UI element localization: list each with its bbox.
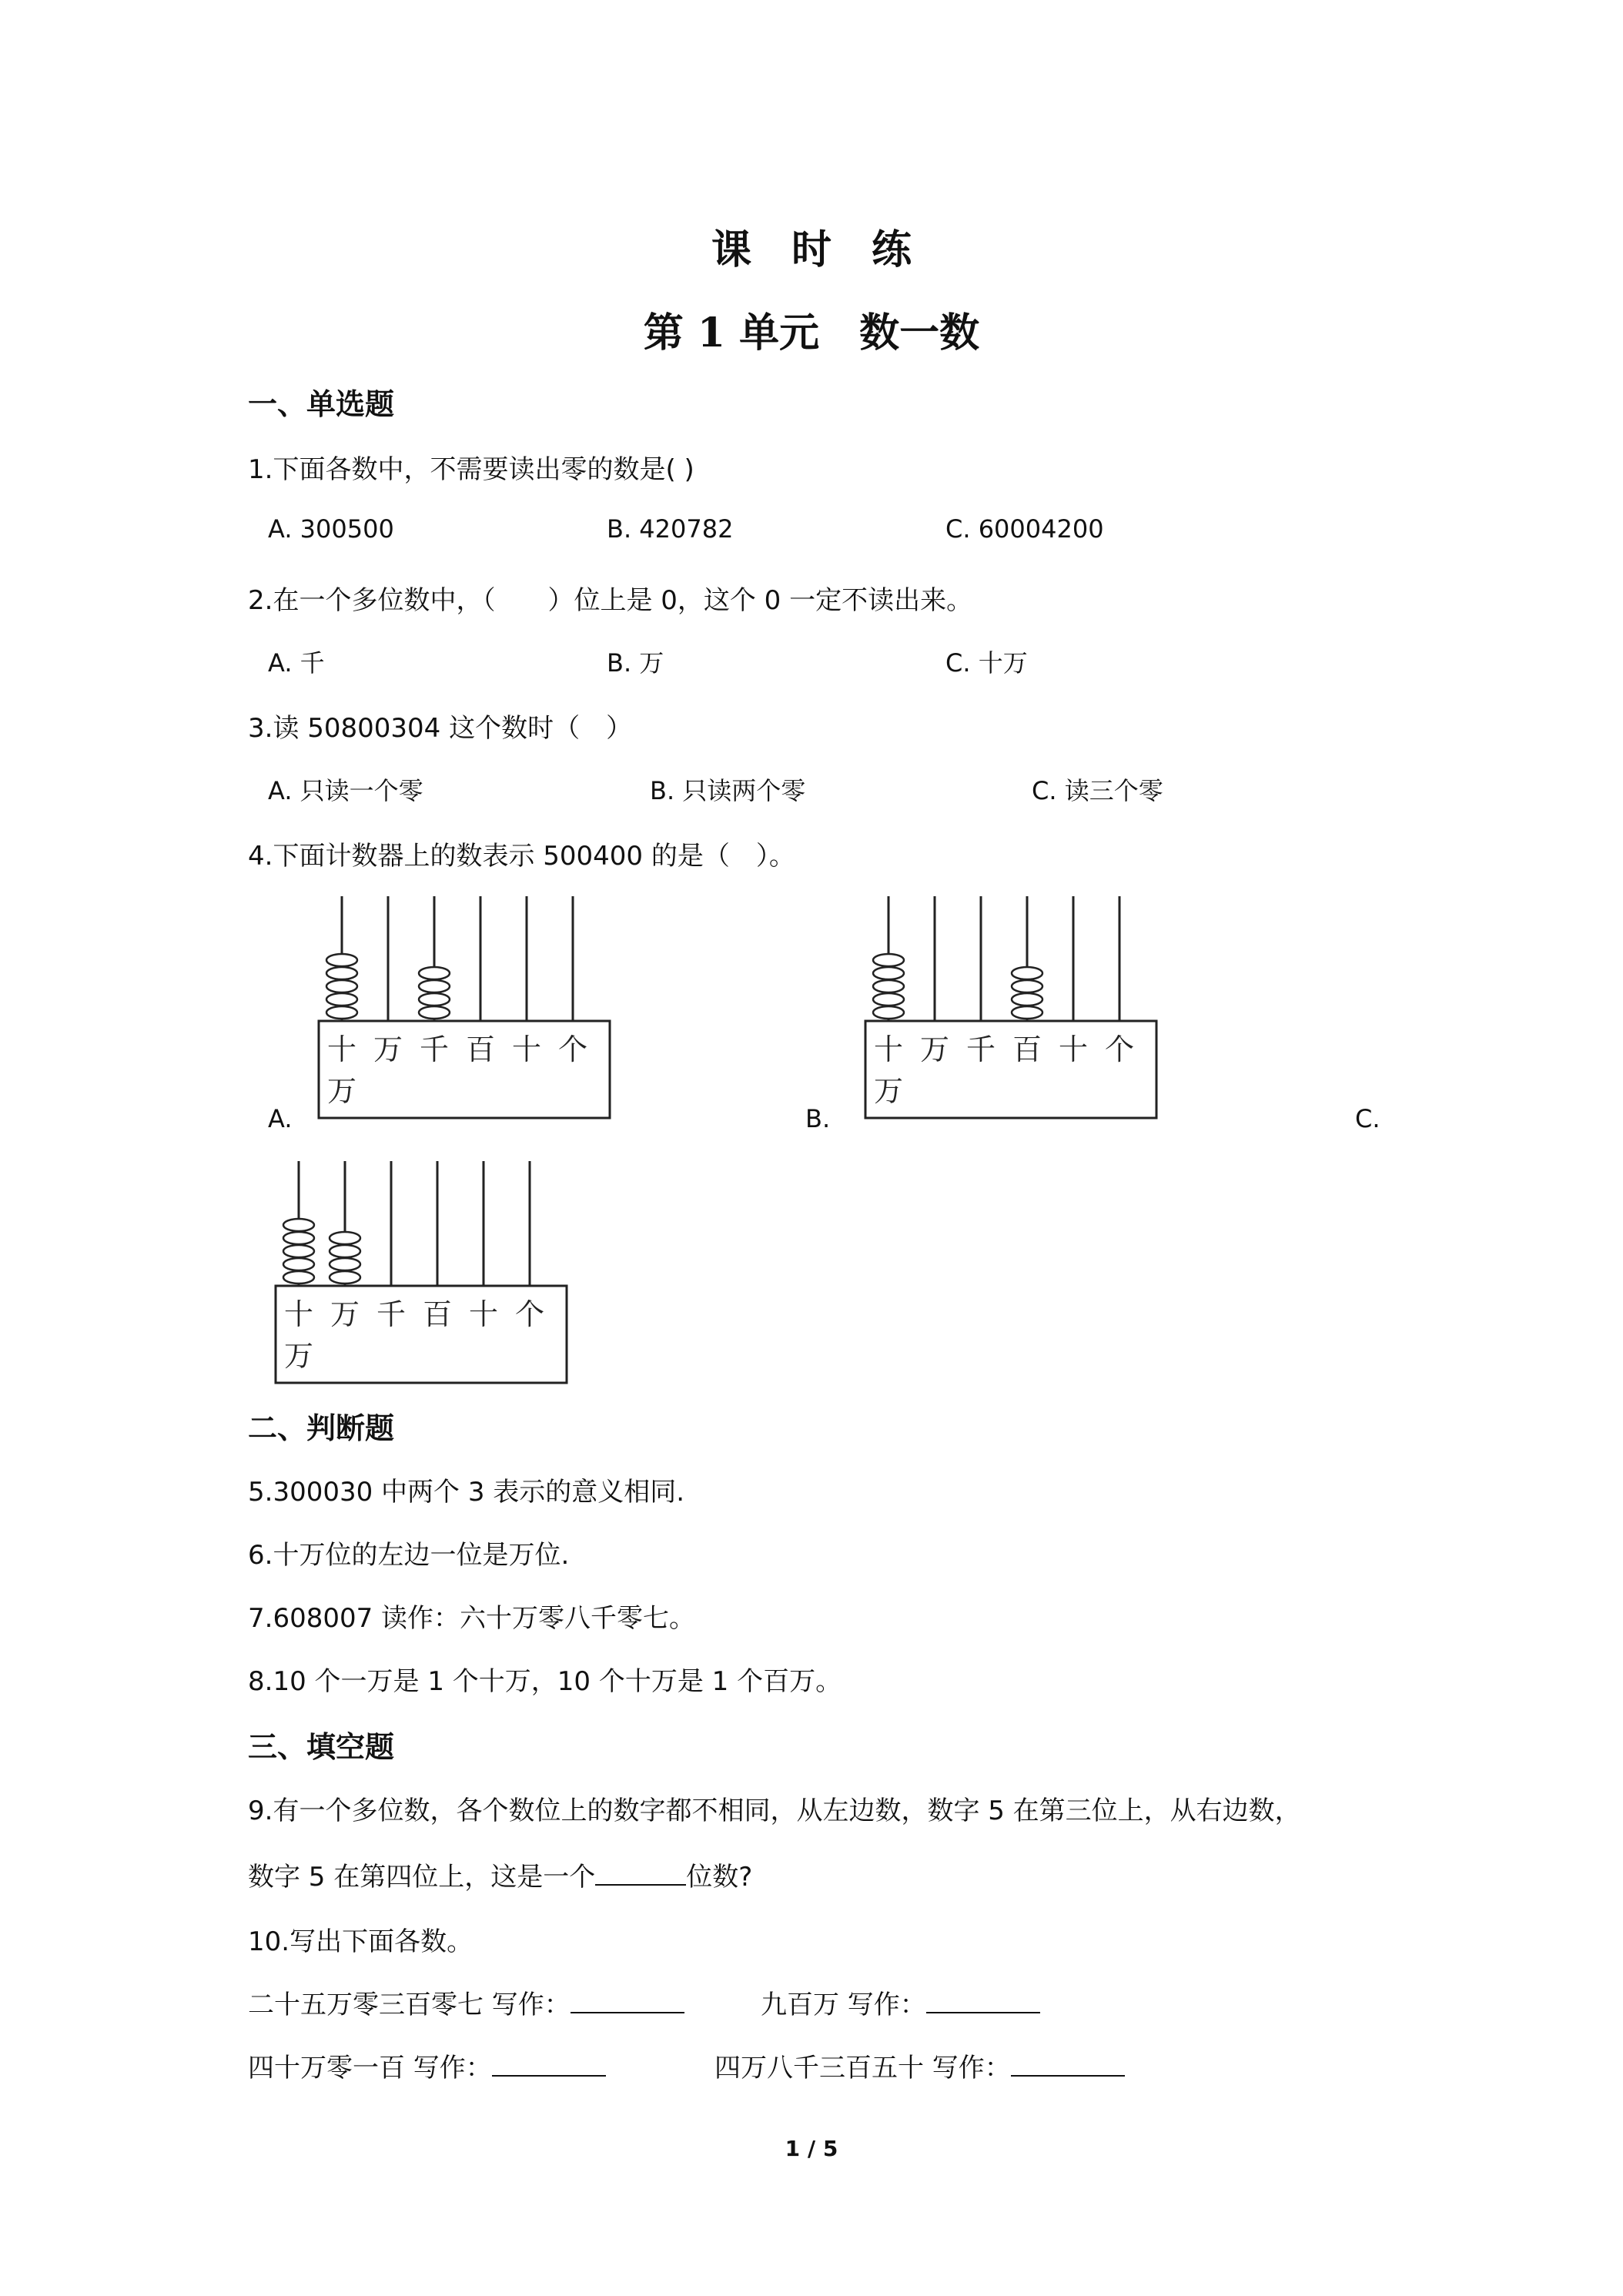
- abacus-c-bead: [283, 1258, 314, 1270]
- q3-option-b: B. 只读两个零: [650, 776, 806, 805]
- q3-option-a: A. 只读一个零: [268, 776, 423, 805]
- q10-item-3-label: 四十万零一百 写作：: [248, 2053, 492, 2083]
- abacus-c-bead: [330, 1258, 360, 1270]
- abacus-b-bead: [1012, 980, 1042, 992]
- abacus-a-bead: [419, 1006, 450, 1019]
- abacus-c: [271, 1156, 571, 1391]
- q10-item-2: [761, 1983, 1040, 2021]
- q10-item-1-label: 二十五万零三百零七 写作：: [248, 1990, 571, 2020]
- abacus-a-place-label-wan: 万: [326, 1074, 357, 1108]
- abacus-b: [861, 892, 1161, 1126]
- q1-option-c: C. 60004200: [945, 514, 1104, 544]
- page-title: 课 时 练: [711, 226, 912, 273]
- abacus-b-place-label: 千: [965, 1033, 996, 1066]
- question-6: 6.十万位的左边一位是万位.: [248, 1540, 570, 1571]
- abacus-a-figure: [314, 892, 614, 1123]
- abacus-b-bead: [873, 967, 904, 979]
- q10-item-3-blank[interactable]: [492, 2049, 606, 2077]
- abacus-b-bead: [873, 954, 904, 966]
- q4-option-a: A.: [268, 1104, 293, 1133]
- question-2: 2.在一个多位数中，（ ）位上是 0，这个 0 一定不读出来。: [248, 585, 973, 616]
- abacus-b-place-label: 百: [1012, 1033, 1042, 1066]
- abacus-c-place-label: 千: [376, 1297, 407, 1331]
- abacus-c-place-label: 百: [422, 1297, 453, 1331]
- abacus-b-place-label-wan: 万: [873, 1074, 904, 1108]
- abacus-a-bead: [326, 980, 357, 992]
- q10-item-4-label: 四万八千三百五十 写作：: [714, 2053, 1011, 2083]
- question-5: 5.300030 中两个 3 表示的意义相同.: [248, 1477, 685, 1508]
- abacus-a-bead: [419, 993, 450, 1006]
- abacus-c-figure: [271, 1156, 571, 1387]
- question-9-line-2: [248, 1856, 752, 1893]
- q2-option-a: A. 千: [268, 648, 325, 678]
- abacus-b-bead: [873, 980, 904, 992]
- q9-text-after-blank: 位数?: [686, 1862, 753, 1893]
- abacus-a-place-label: 千: [419, 1033, 450, 1066]
- q10-item-2-blank[interactable]: [926, 1986, 1040, 2013]
- section-heading-judgement: 二、判断题: [248, 1411, 395, 1445]
- question-1: 1.下面各数中，不需要读出零的数是( ): [248, 454, 694, 485]
- abacus-b-place-label: 十: [1058, 1033, 1089, 1066]
- question-4: 4.下面计数器上的数表示 500400 的是（ ）。: [248, 841, 795, 872]
- q9-text-before-blank: 数字 5 在第四位上，这是一个: [248, 1862, 596, 1893]
- q4-option-b: B.: [805, 1104, 831, 1133]
- q9-answer-blank[interactable]: [595, 1858, 686, 1886]
- page-number: 1 / 5: [785, 2136, 838, 2161]
- q2-option-b: B. 万: [607, 648, 664, 678]
- question-9-line-1: 9.有一个多位数，各个数位上的数字都不相同，从左边数，数字 5 在第三位上，从右边数，: [248, 1796, 1301, 1826]
- q10-item-4: [714, 2047, 1125, 2084]
- abacus-a-bead: [419, 980, 450, 992]
- abacus-c-bead: [330, 1232, 360, 1244]
- question-10: 10.写出下面各数。: [248, 1926, 474, 1957]
- q4-option-c: C.: [1355, 1104, 1380, 1133]
- abacus-b-bead: [873, 1006, 904, 1019]
- abacus-a-bead: [326, 967, 357, 979]
- q1-option-a: A. 300500: [268, 514, 394, 544]
- abacus-a-place-label: 个: [557, 1033, 588, 1066]
- abacus-a-place-label: 万: [373, 1033, 403, 1066]
- abacus-c-place-label-wan: 万: [283, 1339, 314, 1373]
- q1-option-b: B. 420782: [607, 514, 734, 544]
- abacus-c-bead: [330, 1271, 360, 1284]
- abacus-c-place-label: 十: [468, 1297, 499, 1331]
- abacus-a-bead: [326, 1006, 357, 1019]
- abacus-a-bead: [326, 954, 357, 966]
- q10-item-2-label: 九百万 写作：: [761, 1990, 926, 2020]
- q10-item-3: [248, 2047, 606, 2084]
- q10-item-1: [248, 1983, 684, 2021]
- page-subtitle: 第 1 单元 数一数: [643, 310, 980, 356]
- abacus-c-bead: [330, 1245, 360, 1257]
- question-3: 3.读 50800304 这个数时（ ）: [248, 713, 633, 744]
- abacus-c-bead: [283, 1219, 314, 1231]
- abacus-b-bead: [1012, 967, 1042, 979]
- abacus-a-place-label: 十: [326, 1033, 357, 1066]
- abacus-a: [314, 892, 614, 1126]
- abacus-c-bead: [283, 1271, 314, 1284]
- question-7: 7.608007 读作：六十万零八千零七。: [248, 1603, 696, 1634]
- abacus-c-bead: [283, 1232, 314, 1244]
- abacus-c-bead: [283, 1245, 314, 1257]
- abacus-b-bead: [873, 993, 904, 1006]
- abacus-c-place-label: 个: [514, 1297, 545, 1331]
- question-8: 8.10 个一万是 1 个十万，10 个十万是 1 个百万。: [248, 1666, 842, 1697]
- abacus-c-place-label: 万: [330, 1297, 360, 1331]
- section-heading-fill-blank: 三、填空题: [248, 1730, 395, 1764]
- q3-option-c: C. 读三个零: [1032, 776, 1163, 805]
- section-heading-single-choice: 一、单选题: [248, 387, 395, 421]
- abacus-b-bead: [1012, 1006, 1042, 1019]
- q10-item-4-blank[interactable]: [1011, 2049, 1125, 2077]
- abacus-b-bead: [1012, 993, 1042, 1006]
- abacus-a-place-label: 十: [511, 1033, 542, 1066]
- abacus-b-place-label: 个: [1104, 1033, 1135, 1066]
- abacus-a-bead: [326, 993, 357, 1006]
- abacus-a-bead: [419, 967, 450, 979]
- abacus-a-place-label: 百: [465, 1033, 496, 1066]
- abacus-b-place-label: 万: [919, 1033, 950, 1066]
- abacus-b-figure: [861, 892, 1161, 1123]
- q2-option-c: C. 十万: [945, 648, 1028, 678]
- q10-item-1-blank[interactable]: [571, 1986, 684, 2013]
- abacus-b-place-label: 十: [873, 1033, 904, 1066]
- abacus-c-place-label: 十: [283, 1297, 314, 1331]
